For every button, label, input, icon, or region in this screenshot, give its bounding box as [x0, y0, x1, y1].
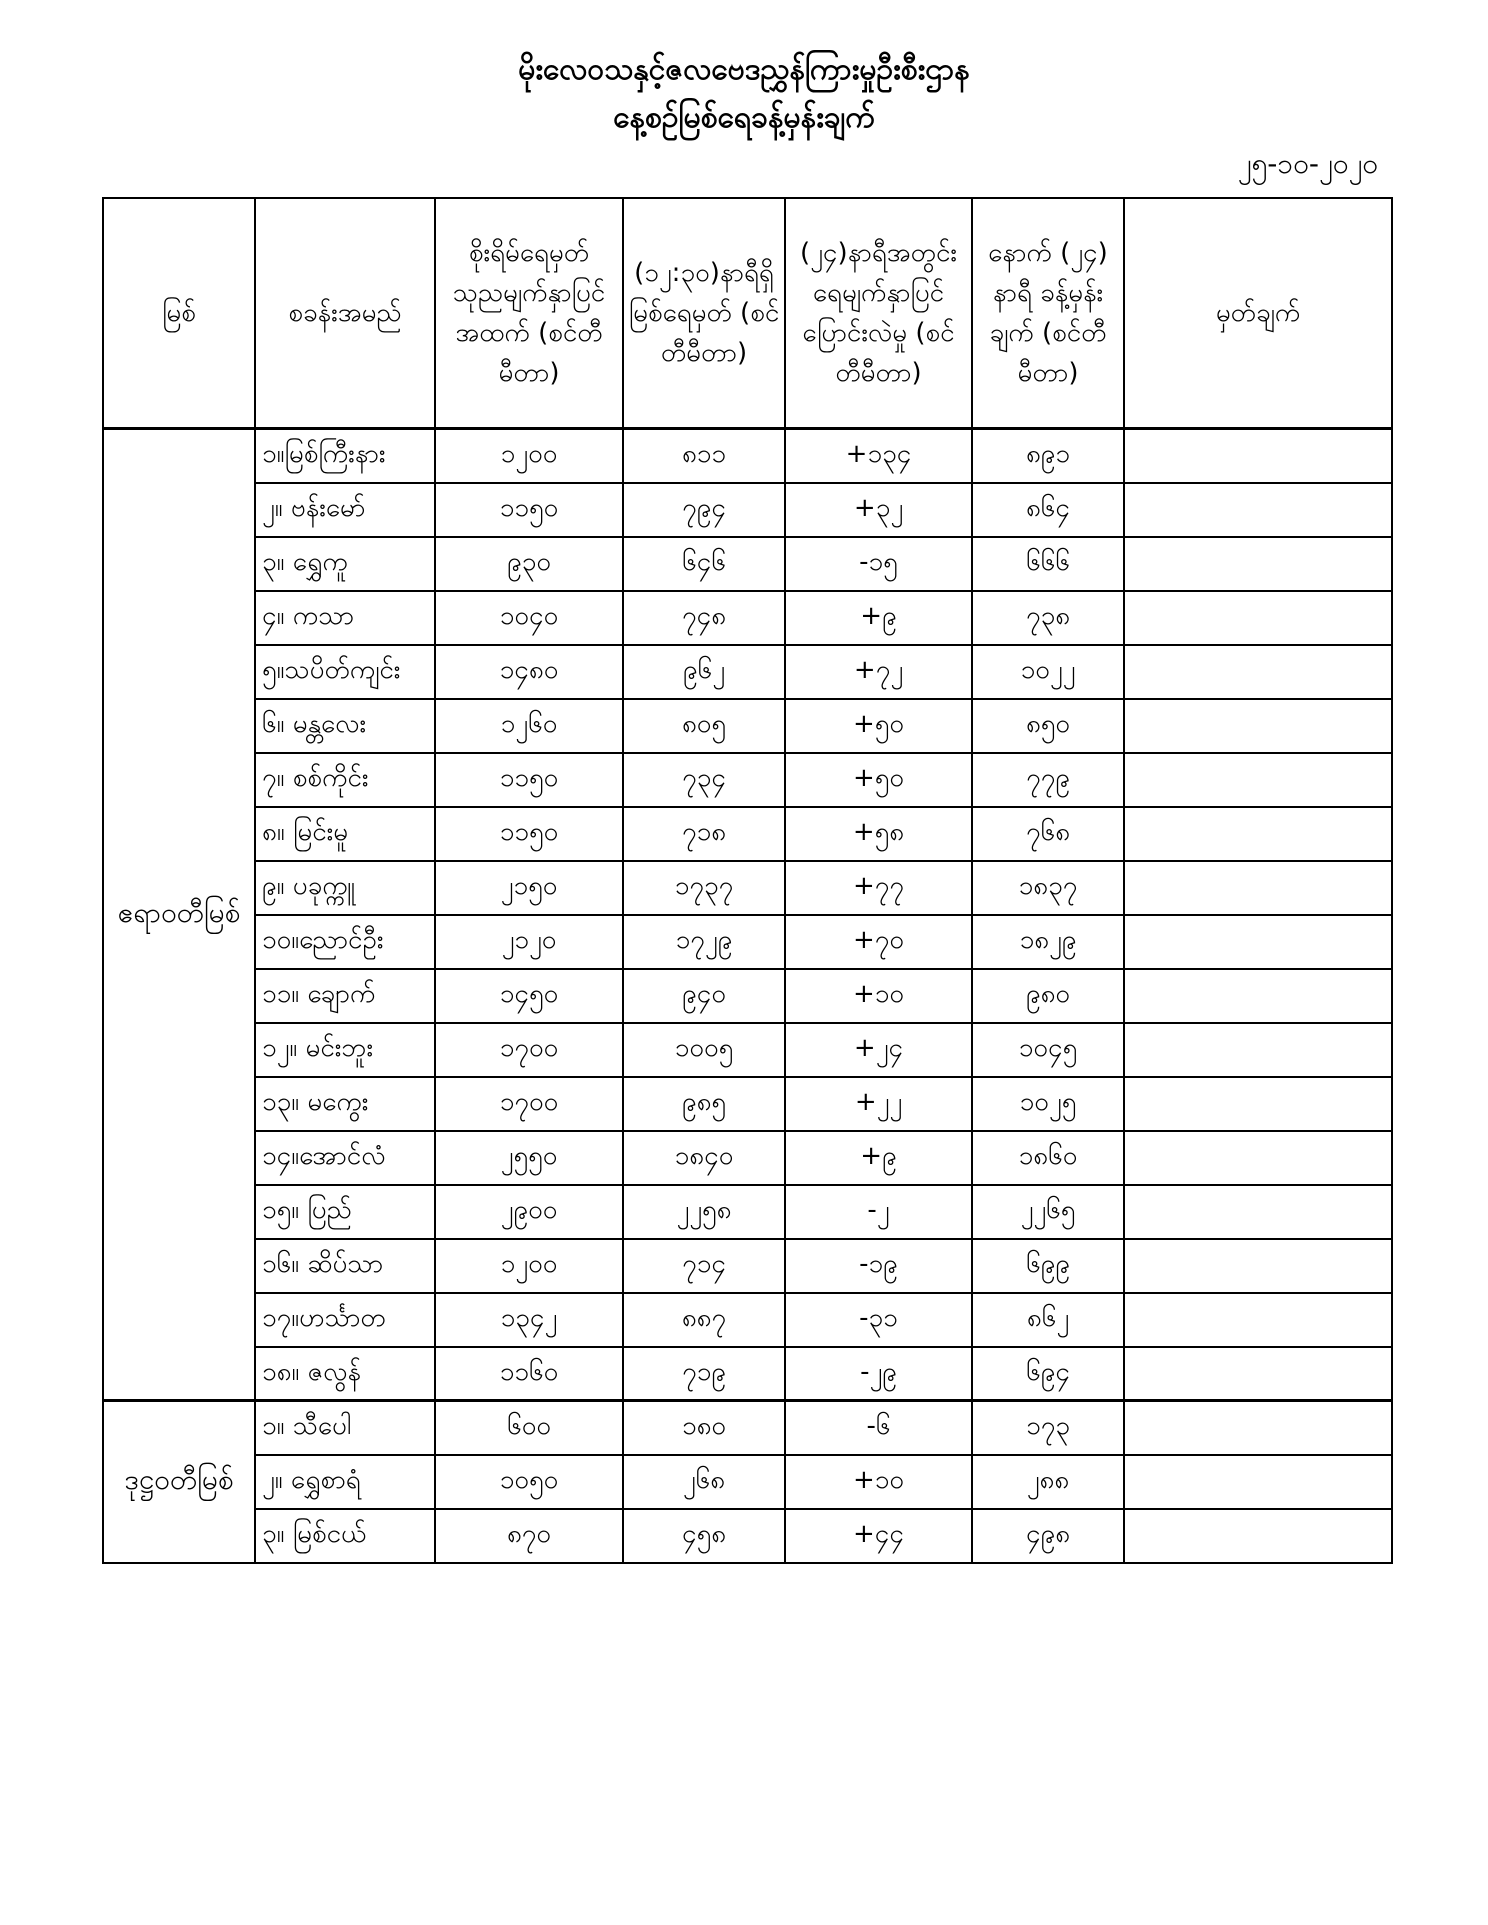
- forecast-cell: ၂၂၆၅: [972, 1185, 1124, 1239]
- change-cell: +၉: [785, 591, 972, 645]
- danger-level-cell: ၂၁၅၀: [435, 861, 623, 915]
- change-cell: +၄၄: [785, 1509, 972, 1563]
- remark-cell: [1124, 1293, 1392, 1347]
- station-cell: ၆။ မန္တလေး: [255, 699, 435, 753]
- danger-level-cell: ၈၇၀: [435, 1509, 623, 1563]
- table-row: [103, 753, 1392, 807]
- remark-cell: [1124, 699, 1392, 753]
- forecast-cell: ၆၉၉: [972, 1239, 1124, 1293]
- current-level-cell: ၇၃၄: [623, 753, 785, 807]
- danger-level-cell: ၁၁၅၀: [435, 483, 623, 537]
- table-body: [103, 429, 1392, 1563]
- danger-level-cell: ၂၅၅၀: [435, 1131, 623, 1185]
- table-row: [103, 483, 1392, 537]
- forecast-cell: ၈၆၂: [972, 1293, 1124, 1347]
- remark-cell: [1124, 1455, 1392, 1509]
- station-cell: ၉။ ပခုက္ကူ: [255, 861, 435, 915]
- forecast-cell: ၄၉၈: [972, 1509, 1124, 1563]
- station-cell: ၇။ စစ်ကိုင်း: [255, 753, 435, 807]
- column-header-forecast: နောက် (၂၄) နာရီ ခန့်မှန်းချက် (စင်တီမီတာ): [972, 198, 1124, 429]
- station-cell: ၁၃။ မကွေး: [255, 1077, 435, 1131]
- station-cell: ၂။ ဗန်းမော်: [255, 483, 435, 537]
- current-level-cell: ၉၈၅: [623, 1077, 785, 1131]
- table-row: [103, 537, 1392, 591]
- table-row: [103, 915, 1392, 969]
- page-title: မိုးလေဝသနှင့်ဇလဗေဒညွှန်ကြားမှုဦးစီးဌာန: [518, 52, 970, 87]
- remark-cell: [1124, 1509, 1392, 1563]
- remark-cell: [1124, 1347, 1392, 1401]
- current-level-cell: ၁၇၂၉: [623, 915, 785, 969]
- forecast-cell: ၁၀၂၅: [972, 1077, 1124, 1131]
- column-header-river: မြစ်: [103, 198, 255, 429]
- danger-level-cell: ၁၄၅၀: [435, 969, 623, 1023]
- current-level-cell: ၇၁၉: [623, 1347, 785, 1401]
- current-level-cell: ၇၁၈: [623, 807, 785, 861]
- remark-cell: [1124, 1401, 1392, 1455]
- danger-level-cell: ၁၂၀၀: [435, 1239, 623, 1293]
- remark-cell: [1124, 429, 1392, 483]
- danger-level-cell: ၁၂၀၀: [435, 429, 623, 483]
- change-cell: +၂၂: [785, 1077, 972, 1131]
- change-cell: -၃၁: [785, 1293, 972, 1347]
- current-level-cell: ၇၉၄: [623, 483, 785, 537]
- forecast-cell: ၈၆၄: [972, 483, 1124, 537]
- danger-level-cell: ၁၀၅၀: [435, 1455, 623, 1509]
- forecast-cell: ၉၈၀: [972, 969, 1124, 1023]
- station-cell: ၁၇။ဟင်္သာတ: [255, 1293, 435, 1347]
- current-level-cell: ၈၈၇: [623, 1293, 785, 1347]
- column-header-remark: မှတ်ချက်: [1124, 198, 1392, 429]
- remark-cell: [1124, 591, 1392, 645]
- danger-level-cell: ၁၀၄၀: [435, 591, 623, 645]
- change-cell: -၂၉: [785, 1347, 972, 1401]
- station-cell: ၁၆။ ဆိပ်သာ: [255, 1239, 435, 1293]
- current-level-cell: ၆၄၆: [623, 537, 785, 591]
- change-cell: -၆: [785, 1401, 972, 1455]
- station-cell: ၁၀။ညောင်ဦး: [255, 915, 435, 969]
- remark-cell: [1124, 1131, 1392, 1185]
- change-cell: +၃၂: [785, 483, 972, 537]
- remark-cell: [1124, 861, 1392, 915]
- current-level-cell: ၂၂၅၈: [623, 1185, 785, 1239]
- danger-level-cell: ၁၇၀၀: [435, 1023, 623, 1077]
- change-cell: +၂၄: [785, 1023, 972, 1077]
- report-date: ၂၅-၁၀-၂၀၂၀: [1237, 147, 1378, 180]
- danger-level-cell: ၂၉၀၀: [435, 1185, 623, 1239]
- forecast-cell: ၁၀၂၂: [972, 645, 1124, 699]
- remark-cell: [1124, 807, 1392, 861]
- forecast-cell: ၇၇၉: [972, 753, 1124, 807]
- table-row: [103, 1077, 1392, 1131]
- current-level-cell: ၇၁၄: [623, 1239, 785, 1293]
- table-row: [103, 1509, 1392, 1563]
- danger-level-cell: ၁၁၆၀: [435, 1347, 623, 1401]
- change-cell: +၉: [785, 1131, 972, 1185]
- remark-cell: [1124, 645, 1392, 699]
- forecast-cell: ၁၈၃၇: [972, 861, 1124, 915]
- current-level-cell: ၉၆၂: [623, 645, 785, 699]
- change-cell: -၁၉: [785, 1239, 972, 1293]
- remark-cell: [1124, 969, 1392, 1023]
- forecast-cell: ၇၆၈: [972, 807, 1124, 861]
- current-level-cell: ၈၁၁: [623, 429, 785, 483]
- change-cell: +၇၂: [785, 645, 972, 699]
- remark-cell: [1124, 1023, 1392, 1077]
- current-level-cell: ၁၀၀၅: [623, 1023, 785, 1077]
- table-row: [103, 861, 1392, 915]
- current-level-cell: ၄၅၈: [623, 1509, 785, 1563]
- forecast-cell: ၈၉၁: [972, 429, 1124, 483]
- danger-level-cell: ၆၀၀: [435, 1401, 623, 1455]
- column-header-change: (၂၄)နာရီအတွင်း ရေမျက်နှာပြင် ပြောင်းလဲမှု (စင်တီမီတာ): [785, 198, 972, 429]
- column-header-current-level: (၁၂:၃၀)နာရီရှိ မြစ်ရေမှတ် (စင်တီမီတာ): [623, 198, 785, 429]
- station-cell: ၁၂။ မင်းဘူး: [255, 1023, 435, 1077]
- change-cell: -၂: [785, 1185, 972, 1239]
- table-row: [103, 591, 1392, 645]
- river-name-cell: ဒုဋ္ဌဝတီမြစ်: [103, 1401, 255, 1563]
- current-level-cell: ၈၀၅: [623, 699, 785, 753]
- danger-level-cell: ၁၄၈၀: [435, 645, 623, 699]
- table-header-row: [103, 198, 1392, 429]
- danger-level-cell: ၁၃၄၂: [435, 1293, 623, 1347]
- column-header-station: စခန်းအမည်: [255, 198, 435, 429]
- station-cell: ၁၈။ ဇလွန်: [255, 1347, 435, 1401]
- change-cell: +၁၀: [785, 969, 972, 1023]
- forecast-cell: ၆၆၆: [972, 537, 1124, 591]
- remark-cell: [1124, 915, 1392, 969]
- change-cell: +၁၀: [785, 1455, 972, 1509]
- table-row: [103, 1239, 1392, 1293]
- danger-level-cell: ၁၂၆၀: [435, 699, 623, 753]
- current-level-cell: ၇၄၈: [623, 591, 785, 645]
- change-cell: +၅၈: [785, 807, 972, 861]
- forecast-cell: ၁၀၄၅: [972, 1023, 1124, 1077]
- station-cell: ၈။ မြင်းမူ: [255, 807, 435, 861]
- danger-level-cell: ၁၁၅၀: [435, 753, 623, 807]
- table-row: [103, 1347, 1392, 1401]
- station-cell: ၁။ သီပေါ: [255, 1401, 435, 1455]
- remark-cell: [1124, 483, 1392, 537]
- forecast-cell: ၈၅၀: [972, 699, 1124, 753]
- current-level-cell: ၁၇၃၇: [623, 861, 785, 915]
- table-row: [103, 969, 1392, 1023]
- remark-cell: [1124, 1077, 1392, 1131]
- station-cell: ၃။ ရွှေကူ: [255, 537, 435, 591]
- station-cell: ၃။ မြစ်ငယ်: [255, 1509, 435, 1563]
- table-row: [103, 429, 1392, 483]
- current-level-cell: ၁၈၄၀: [623, 1131, 785, 1185]
- current-level-cell: ၉၄၀: [623, 969, 785, 1023]
- station-cell: ၅။သပိတ်ကျင်း: [255, 645, 435, 699]
- change-cell: +၅၀: [785, 699, 972, 753]
- change-cell: +၇၀: [785, 915, 972, 969]
- table-row: [103, 1293, 1392, 1347]
- table-row: [103, 1455, 1392, 1509]
- danger-level-cell: ၁၁၅၀: [435, 807, 623, 861]
- river-level-table: [102, 197, 1393, 1564]
- station-cell: ၂။ ရွှေစာရံ: [255, 1455, 435, 1509]
- table-row: [103, 807, 1392, 861]
- remark-cell: [1124, 1239, 1392, 1293]
- forecast-cell: ၁၈၆၀: [972, 1131, 1124, 1185]
- table-row: [103, 645, 1392, 699]
- remark-cell: [1124, 753, 1392, 807]
- current-level-cell: ၁၈၀: [623, 1401, 785, 1455]
- forecast-cell: ၆၉၄: [972, 1347, 1124, 1401]
- station-cell: ၄။ ကသာ: [255, 591, 435, 645]
- table-row: [103, 699, 1392, 753]
- station-cell: ၁။မြစ်ကြီးနား: [255, 429, 435, 483]
- column-header-danger-level: စိုးရိမ်ရေမှတ် သုညမျက်နှာပြင် အထက် (စင်တီမီတာ): [435, 198, 623, 429]
- station-cell: ၁၅။ ပြည်: [255, 1185, 435, 1239]
- table-row: [103, 1023, 1392, 1077]
- table-row: [103, 1401, 1392, 1455]
- change-cell: +၁၃၄: [785, 429, 972, 483]
- forecast-cell: ၁၈၂၉: [972, 915, 1124, 969]
- remark-cell: [1124, 537, 1392, 591]
- station-cell: ၁၁။ ချောက်: [255, 969, 435, 1023]
- forecast-cell: ၁၇၃: [972, 1401, 1124, 1455]
- danger-level-cell: ၉၃၀: [435, 537, 623, 591]
- change-cell: -၁၅: [785, 537, 972, 591]
- station-cell: ၁၄။အောင်လံ: [255, 1131, 435, 1185]
- table-row: [103, 1185, 1392, 1239]
- change-cell: +၇၇: [785, 861, 972, 915]
- change-cell: +၅၀: [785, 753, 972, 807]
- danger-level-cell: ၂၁၂၀: [435, 915, 623, 969]
- danger-level-cell: ၁၇၀၀: [435, 1077, 623, 1131]
- current-level-cell: ၂၆၈: [623, 1455, 785, 1509]
- page-subtitle: နေ့စဉ်မြစ်ရေခန့်မှန်းချက်: [613, 100, 875, 135]
- river-name-cell: ဧရာဝတီမြစ်: [103, 429, 255, 1401]
- forecast-cell: ၇၃၈: [972, 591, 1124, 645]
- remark-cell: [1124, 1185, 1392, 1239]
- table-row: [103, 1131, 1392, 1185]
- forecast-cell: ၂၈၈: [972, 1455, 1124, 1509]
